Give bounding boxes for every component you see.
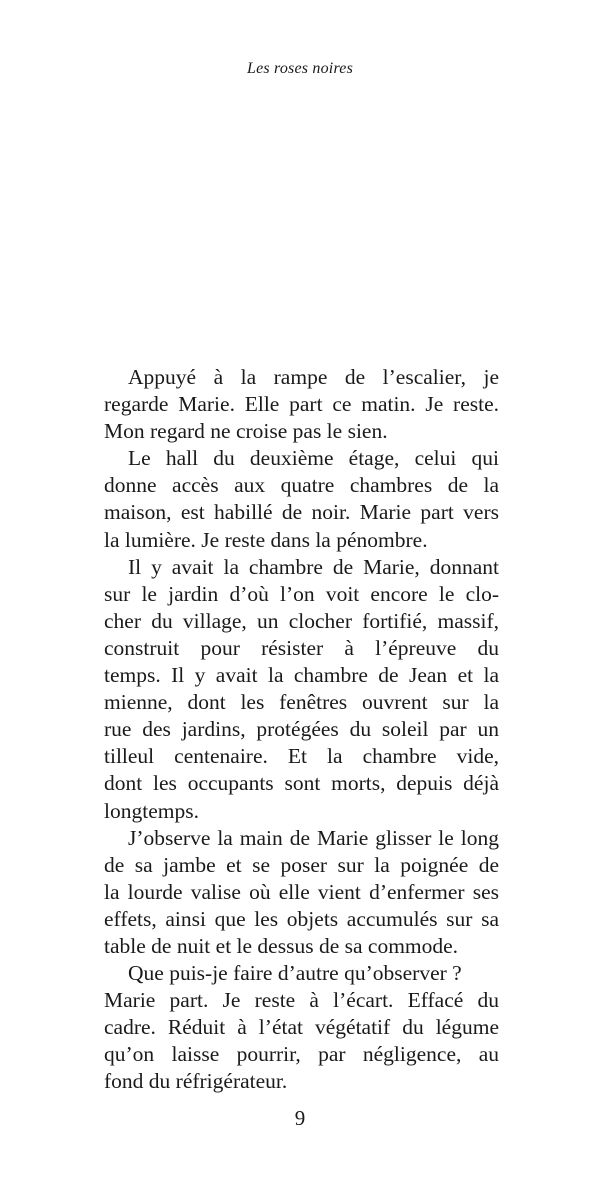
text-line: dont les occupants sont morts, depuis déjà xyxy=(104,771,499,796)
text-line: de sa jambe et se poser sur la poignée de xyxy=(104,852,499,877)
text-line: donne accès aux quatre chambres de la xyxy=(104,473,499,498)
text-line: rue des jardins, protégées du soleil par un xyxy=(104,717,499,742)
text-line: construit pour résister à l’épreuve du xyxy=(104,635,499,660)
paragraph-2 xyxy=(104,445,499,553)
text-line: Mon regard ne croise pas le sien. xyxy=(104,419,388,444)
text-line: table de nuit et le dessus de sa commode. xyxy=(104,933,459,958)
text-line: la lumière. Je reste dans la pénombre. xyxy=(104,527,428,552)
paragraph-1 xyxy=(104,364,499,445)
paragraph-4 xyxy=(104,825,499,960)
text-line: tilleul centenaire. Et la chambre vide, xyxy=(104,744,499,769)
text-line: qu’on laisse pourrir, par négligence, au xyxy=(104,1042,499,1067)
text-line: sur le jardin d’où l’on voit encore le clo- xyxy=(104,581,499,606)
paragraph-3 xyxy=(104,554,499,825)
text-line: J’observe la main de Marie glisser le long xyxy=(128,825,499,850)
text-line: Il y avait la chambre de Marie, donnant xyxy=(128,554,499,579)
paragraph-5 xyxy=(104,960,499,1095)
running-header: Les roses noires xyxy=(246,60,354,77)
text-line: fond du réfrigérateur. xyxy=(104,1069,288,1094)
text-line: longtemps. xyxy=(104,798,199,823)
text-line: maison, est habillé de noir. Marie part vers xyxy=(104,500,499,525)
text-line: Le hall du deuxième étage, celui qui xyxy=(128,446,499,471)
text-line: mienne, dont les fenêtres ouvrent sur la xyxy=(104,690,499,715)
text-line: Appuyé à la rampe de l’escalier, je xyxy=(128,365,499,389)
text-line: la lourde valise où elle vient d’enfermer ses xyxy=(104,879,499,904)
text-line: Marie part. Je reste à l’écart. Effacé du xyxy=(104,988,499,1013)
text-line: Que puis-je faire d’autre qu’observer ? xyxy=(128,961,462,986)
page-number: 9 xyxy=(294,1106,306,1130)
text-line: cadre. Réduit à l’état végétatif du légume xyxy=(104,1015,499,1040)
text-line: regarde Marie. Elle part ce matin. Je reste. xyxy=(104,392,499,417)
text-line: temps. Il y avait la chambre de Jean et la xyxy=(104,663,499,688)
text-line: cher du village, un clocher fortifié, massif, xyxy=(104,608,499,633)
text-line: effets, ainsi que les objets accumulés sur sa xyxy=(104,906,499,931)
body-text xyxy=(104,364,499,1096)
